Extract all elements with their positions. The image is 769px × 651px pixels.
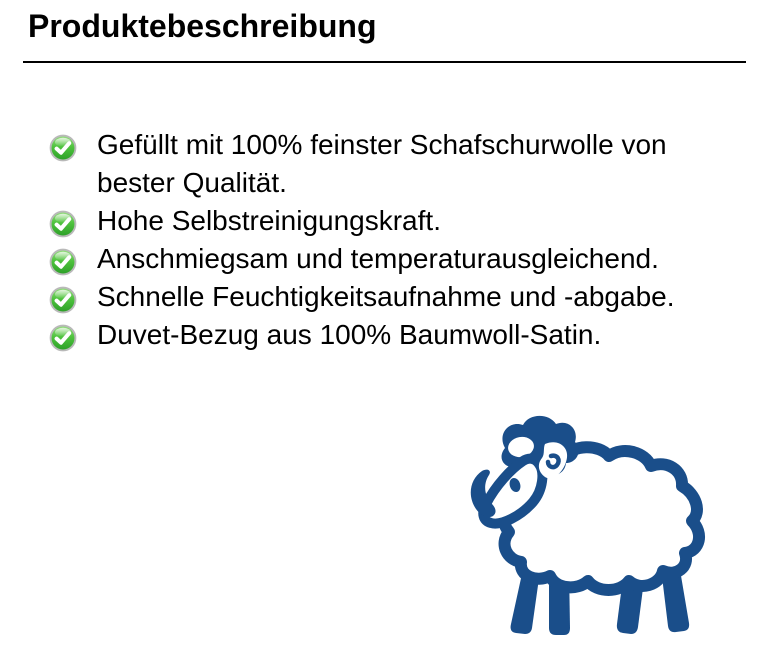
feature-text: Hohe Selbstreinigungskraft. [97,205,441,236]
sheep-icon [463,414,708,644]
feature-list [49,126,749,354]
feature-item [49,240,749,278]
feature-text: Anschmiegsam und temperaturausgleichend. [97,243,659,274]
green-check-icon [49,286,77,314]
green-check-icon [49,134,77,162]
feature-item [49,316,749,354]
title-divider [23,61,746,63]
feature-item [49,278,749,316]
green-check-icon [49,324,77,352]
sheep-illustration [463,414,708,644]
green-check-icon [49,210,77,238]
feature-item [49,126,749,202]
green-check-icon [49,248,77,276]
product-description-page [0,6,769,354]
page-title: Produktebeschreibung [28,8,377,44]
feature-text: Duvet-Bezug aus 100% Baumwoll-Satin. [97,319,602,350]
feature-text: Gefüllt mit 100% feinster Schafschurwolle von bester Qualität. [97,129,667,198]
feature-item [49,202,749,240]
feature-text: Schnelle Feuchtigkeitsaufnahme und -abgabe. [97,281,675,312]
